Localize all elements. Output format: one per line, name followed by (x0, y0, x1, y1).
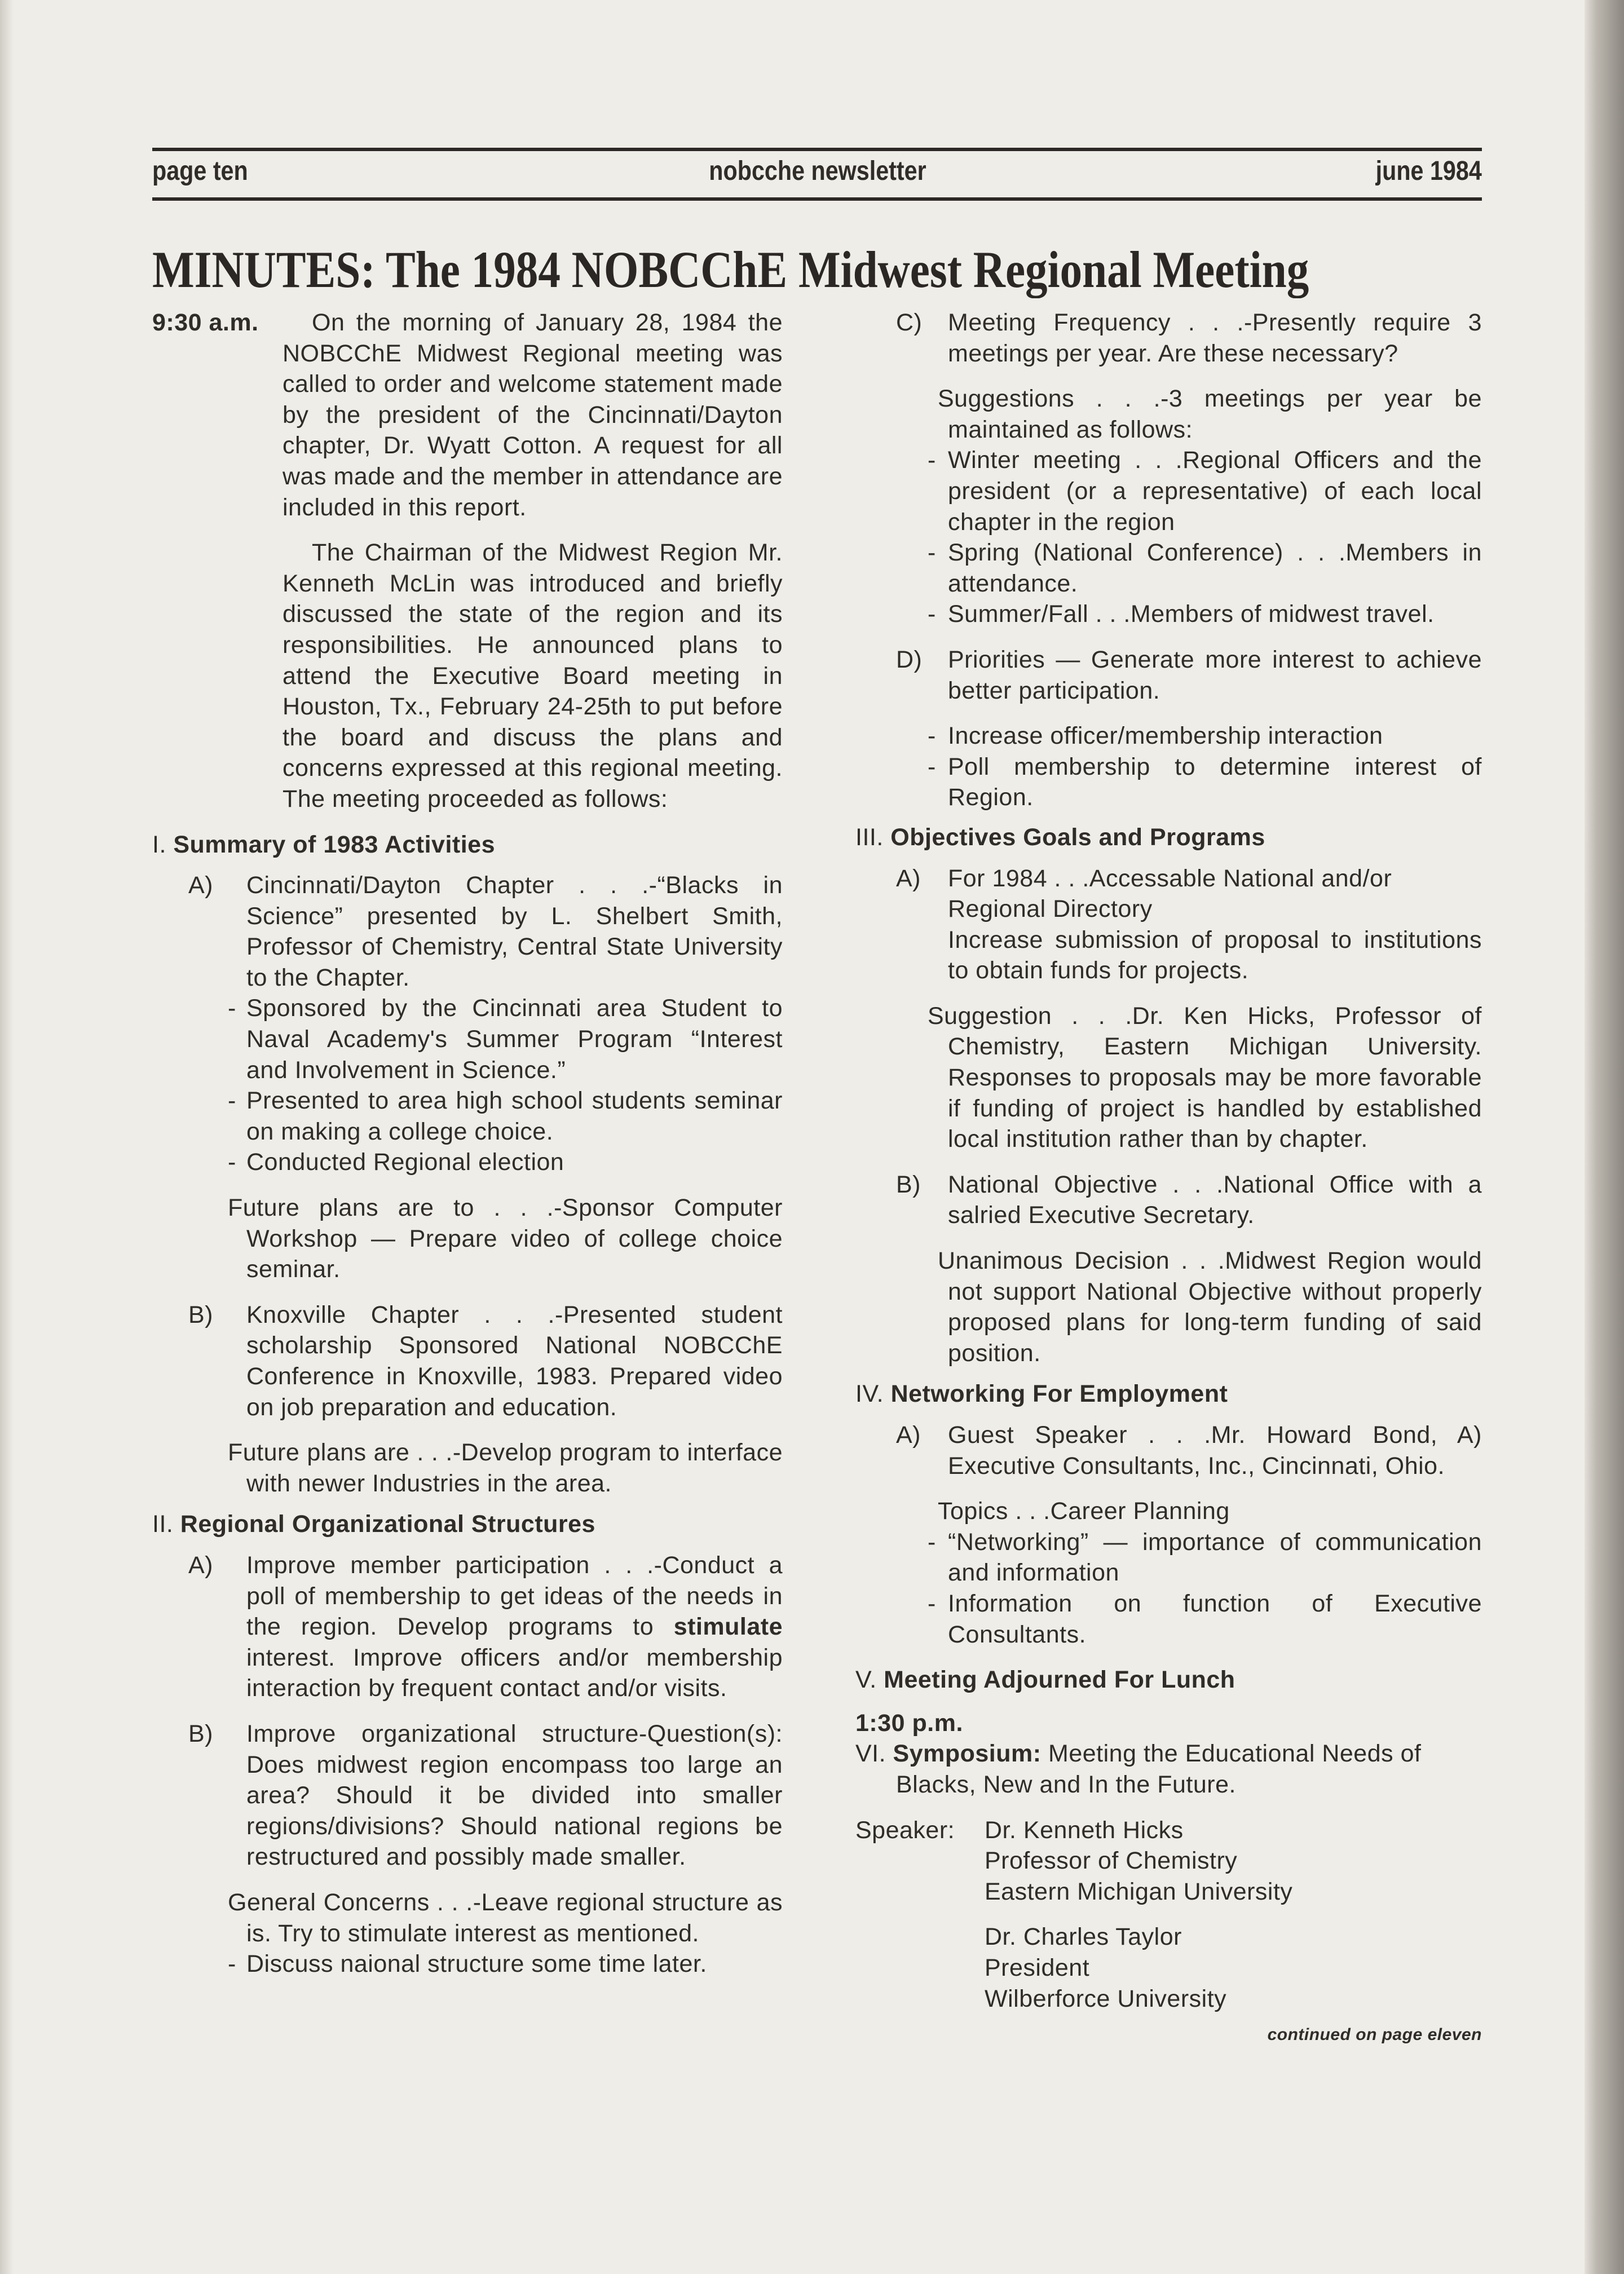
list-item (855, 863, 1482, 986)
dash-item: - Presented to area high school students seminar on making a college choice. (228, 1087, 783, 1145)
item-text: Poll membership to determine interest of Region. (948, 753, 1482, 811)
item-text: For 1984 . . .Accessable National and/or Regional Directory (948, 864, 1392, 923)
speaker-title: President (985, 1954, 1090, 1981)
section-heading (855, 822, 1482, 853)
unanimous-decision: Unanimous Decision . . .Midwest Region would not support National Objective without properly proposed plans for long-term funding of said position. (938, 1247, 1482, 1367)
item-text: Knoxville Chapter . . .-Presented student scholarship Sponsored National NOBCChE Conference in Knoxville, 1983. Prepared video on job preparation and education. (246, 1301, 783, 1421)
header-date: june 1984 (1375, 156, 1482, 186)
intro-paragraph (152, 307, 783, 523)
chairman-paragraph: The Chairman of the Midwest Region Mr. Kenneth McLin was introduced and briefly discussed the state of the region and its responsibilities. He announced plans to attend the Executive Board meeting in Houston, Tx., February 24-25th to put before the board and discuss the plans and concerns expressed at this regional meeting. The meeting proceeded as follows: (283, 539, 783, 813)
item-text: Increase officer/membership interaction (948, 722, 1383, 750)
item-text: Sponsored by the Cincinnati area Student to Naval Academy's Summer Program “Interest and Involvement in Science.” (246, 995, 783, 1084)
intro-text: On the morning of January 28, 1984 the NOBCChE Midwest Regional meeting was called to order and welcome statement made by the president of the Cincinnati/Dayton chapter, Dr. Wyatt Cotton. A request for all was made and the member in attendance are included in this report. (283, 309, 783, 521)
header-newsletter-name: nobcche newsletter (709, 156, 926, 186)
header-bottom-rule (152, 197, 1482, 201)
dash-item: - Information on function of Executive Consultants. (928, 1589, 1482, 1648)
item-text: Meeting Frequency . . .-Presently require 3 meetings per year. Are these necessary? (948, 309, 1482, 367)
list-item (855, 1169, 1482, 1231)
future-plans: Future plans are . . .-Develop program to interface with newer Industries in the area. (228, 1439, 783, 1497)
item-text: Cincinnati/Dayton Chapter . . .-“Blacks in Science” presented by L. Shelbert Smith, Professor of Chemistry, Central State University to the Chapter. (246, 872, 783, 991)
suggestions: Suggestions . . .-3 meetings per year be maintained as follows: (938, 385, 1482, 443)
page-edge-right (1585, 0, 1624, 2274)
list-item (152, 870, 783, 993)
right-column (855, 307, 1482, 2051)
header-page-number: page ten (152, 156, 248, 186)
item-label: A) (896, 1421, 921, 1449)
section-heading (152, 1509, 783, 1540)
item-text: Guest Speaker . . .Mr. Howard Bond, A) Executive Consultants, Inc., Cincinnati, Ohio. (948, 1421, 1482, 1480)
section-number: VI. (855, 1740, 886, 1768)
speaker-block (855, 1922, 1482, 2014)
dash-item: - Winter meeting . . .Regional Officers and the president (or a representative) of each local chapter in the region (928, 447, 1482, 536)
symposium-text: Meeting the Educational Needs of Blacks, New and In the Future. (896, 1740, 1422, 1798)
item-text: Presented to area high school students seminar on making a college choice. (246, 1087, 783, 1145)
section-title: Objectives Goals and Programs (890, 823, 1265, 851)
section-title: Symposium: (893, 1740, 1042, 1768)
dash-item: - Summer/Fall . . .Members of midwest travel. (928, 600, 1435, 628)
item-text: Winter meeting . . .Regional Officers and the president (or a representative) of each local chapter in the region (948, 447, 1482, 536)
dash-item: - Poll membership to determine interest of Region. (928, 753, 1482, 811)
section-number: I. (152, 831, 166, 858)
speaker-affiliation: Wilberforce University (985, 1985, 1227, 2012)
item-label: B) (896, 1171, 921, 1198)
item-label: D) (896, 646, 923, 673)
dash-item: - “Networking” — importance of communication and information (928, 1528, 1482, 1587)
list-item (855, 644, 1482, 706)
section-heading (855, 1379, 1482, 1410)
section-title: Summary of 1983 Activities (173, 831, 496, 858)
item-text: Discuss naional structure some time later. (246, 1950, 707, 1978)
item-text: National Objective . . .National Office with a salried Executive Secretary. (948, 1171, 1482, 1229)
item-text: Information on function of Executive Consultants. (948, 1589, 1482, 1648)
list-item (152, 1719, 783, 1873)
item-text: Conducted Regional election (246, 1149, 564, 1176)
item-text: Spring (National Conference) . . .Members in attendance. (948, 539, 1482, 597)
speaker-name: Dr. Kenneth Hicks (985, 1816, 1184, 1844)
speaker-affiliation: Eastern Michigan University (985, 1878, 1293, 1905)
item-text: Improve organizational structure-Question(s): Does midwest region encompass too large an area? Should it be divided into smaller regions/divisions? Should national regions be restructured and possibly made smaller. (246, 1720, 783, 1871)
suggestion: Suggestion . . .Dr. Ken Hicks, Professor of Chemistry, Eastern Michigan University. Responses to proposals may be more favorable if funding of project is handled by established local institution rather than by chapter. (928, 1002, 1482, 1153)
item-text: Increase submission of proposal to institutions to obtain funds for projects. (948, 926, 1482, 984)
continued-note: continued on page eleven (1267, 2025, 1482, 2045)
dash-item: - Conducted Regional election (228, 1149, 564, 1176)
item-text: Priorities — Generate more interest to achieve better participation. (948, 646, 1482, 704)
left-column (152, 307, 783, 1994)
item-text: Summer/Fall . . .Members of midwest travel. (948, 600, 1435, 628)
item-label: A) (896, 864, 921, 892)
list-item (855, 307, 1482, 369)
bold-word: stimulate (673, 1613, 783, 1641)
item-text: “Networking” — importance of communication and information (948, 1528, 1482, 1587)
section-title: Regional Organizational Structures (180, 1511, 595, 1538)
section-title: Networking For Employment (890, 1380, 1228, 1408)
time-label: 9:30 a.m. (152, 309, 259, 336)
section-number: III. (855, 823, 884, 851)
page-edge-left (0, 0, 14, 2274)
speaker-name: Dr. Charles Taylor (985, 1923, 1182, 1951)
symposium (855, 1738, 1482, 1800)
time-label: 1:30 p.m. (855, 1709, 963, 1737)
item-label: B) (188, 1301, 213, 1328)
section-heading (855, 1664, 1482, 1695)
list-item (152, 1550, 783, 1704)
speaker-block (855, 1815, 1482, 1907)
section-heading (152, 829, 783, 860)
header-top-rule (152, 148, 1482, 151)
dash-item: - Increase officer/membership interaction (928, 722, 1383, 750)
item-text: interest. Improve officers and/or membership interaction by frequent contact and/or visits. (246, 1644, 783, 1702)
dash-item: - Sponsored by the Cincinnati area Student to Naval Academy's Summer Program “Interest and Involvement in Science.” (228, 995, 783, 1084)
list-item (152, 1300, 783, 1423)
item-text: Improve member participation . . .-Conduct a poll of membership to get ideas of the needs in the region. Develop programs to (246, 1551, 783, 1641)
section-number: II. (152, 1511, 174, 1538)
section-number: IV. (855, 1380, 884, 1408)
dash-item: - Discuss naional structure some time later. (228, 1950, 707, 1978)
speaker-label: Speaker: (855, 1816, 955, 1844)
speaker-title: Professor of Chemistry (985, 1847, 1238, 1875)
section-number: V. (855, 1666, 877, 1694)
topics: Topics . . .Career Planning (938, 1498, 1230, 1525)
general-concerns: General Concerns . . .-Leave regional structure as is. Try to stimulate interest as mentioned. (228, 1888, 783, 1947)
future-plans: Future plans are to . . .-Sponsor Computer Workshop — Prepare video of college choice seminar. (228, 1194, 783, 1283)
section-title: Meeting Adjourned For Lunch (884, 1666, 1235, 1694)
dash-item: - Spring (National Conference) . . .Members in attendance. (928, 539, 1482, 597)
item-label: C) (896, 309, 923, 336)
item-label: A) (188, 872, 213, 899)
item-label: B) (188, 1720, 213, 1747)
list-item (855, 1420, 1482, 1481)
item-label: A) (188, 1551, 213, 1579)
article-title: MINUTES: The 1984 NOBCChE Midwest Regional Meeting (152, 241, 1309, 298)
